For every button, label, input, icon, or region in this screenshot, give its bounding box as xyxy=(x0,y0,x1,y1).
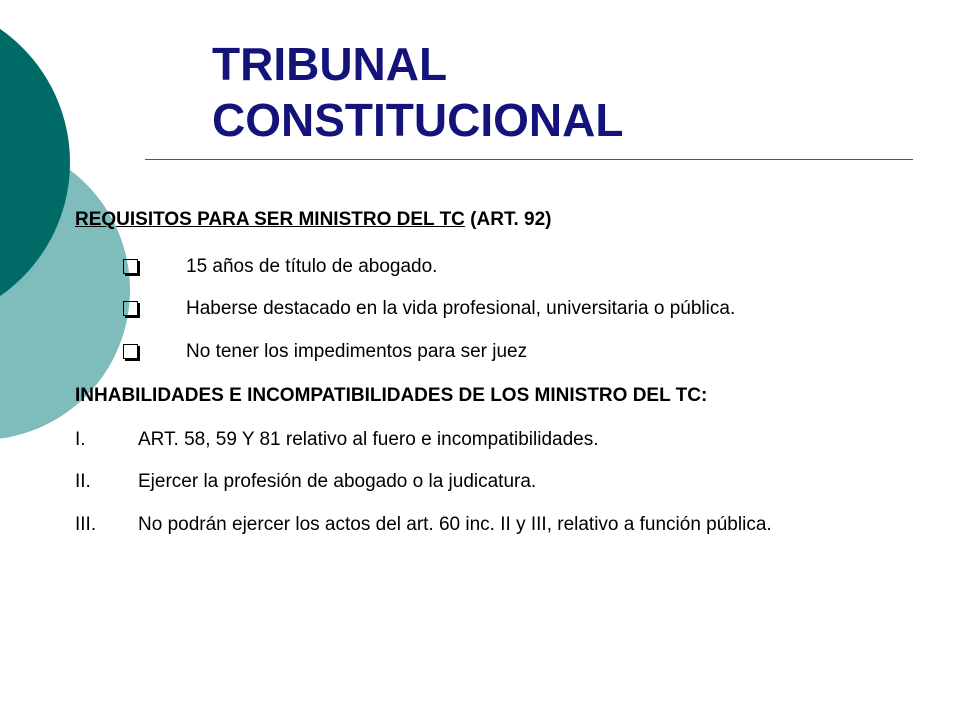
requisito-text: 15 años de título de abogado. xyxy=(186,256,438,277)
title-line-1: TRIBUNAL xyxy=(212,38,448,90)
item-number: I. xyxy=(75,429,86,450)
requisitos-heading-article: (ART. 92) xyxy=(464,209,552,230)
checkbox-bullet-icon xyxy=(123,344,138,359)
item-number: III. xyxy=(75,514,97,535)
requisito-text: No tener los impedimentos para ser juez xyxy=(186,341,528,362)
item-text: Ejercer la profesión de abogado o la judicatura. xyxy=(138,471,537,492)
checkbox-bullet-icon xyxy=(123,301,138,316)
item-text: ART. 58, 59 Y 81 relativo al fuero e incompatibilidades. xyxy=(138,429,599,450)
item-number: II. xyxy=(75,471,91,492)
checkbox-bullet-icon xyxy=(123,259,138,274)
requisitos-heading-underlined: REQUISITOS PARA SER MINISTRO DEL TC xyxy=(75,209,465,230)
requisitos-heading xyxy=(75,208,551,232)
item-text: No podrán ejercer los actos del art. 60 inc. II y III, relativo a función pública. xyxy=(138,514,772,535)
title-divider xyxy=(145,159,913,160)
inhabilidades-heading: INHABILIDADES E INCOMPATIBILIDADES DE LOS MINISTRO DEL TC: xyxy=(75,385,708,406)
slide-title xyxy=(212,36,623,148)
title-line-2: CONSTITUCIONAL xyxy=(212,94,624,146)
requisito-text: Haberse destacado en la vida profesional, universitaria o pública. xyxy=(186,298,736,319)
